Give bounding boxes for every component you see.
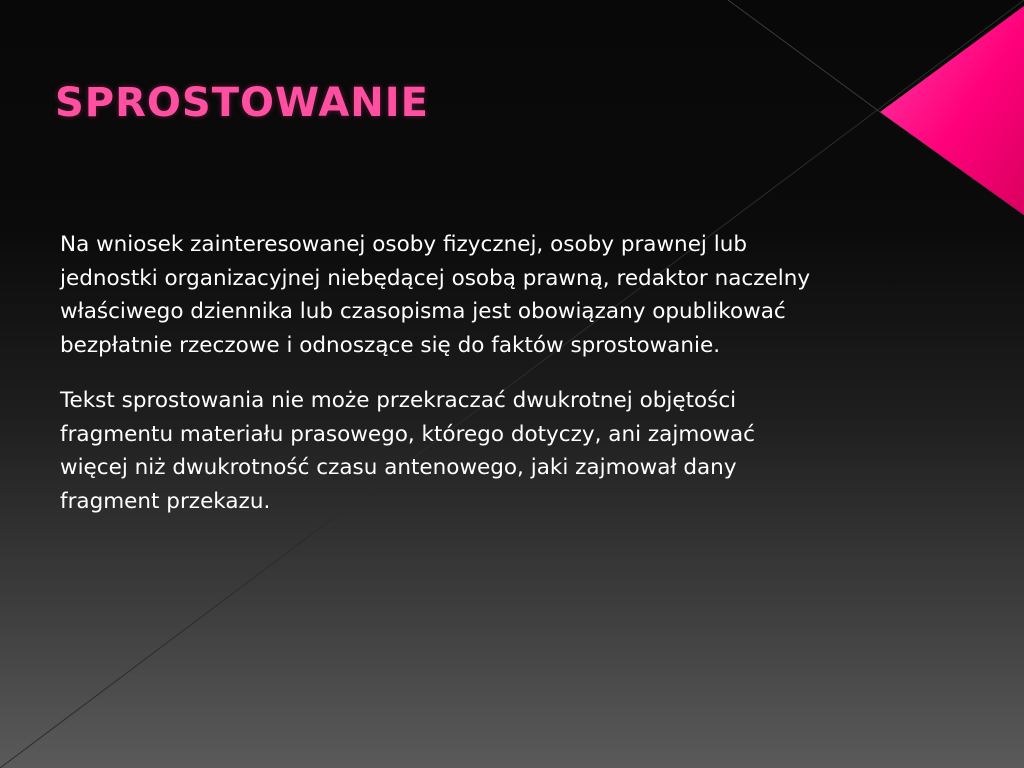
slide-title: SPROSTOWANIE — [55, 80, 429, 126]
paragraph-1: Na wniosek zainteresowanej osoby fizycznej, osoby prawnej lub jednostki organizacyjnej niebędącej osobą prawną, redaktor naczelny właściwego dziennika lub czasopisma jest obowiązany opublikować bezpłatnie rzeczowe i odnoszące się do faktów sprostowanie. — [60, 232, 811, 358]
paragraph-2: Tekst sprostowania nie może przekraczać dwukrotnej objętości fragmentu materiału prasowego, którego dotyczy, ani zajmować więcej niż dwukrotność czasu antenowego, jaki zajmował dany fragment przekazu. — [60, 388, 755, 514]
corner-hairline-top — [728, 0, 880, 112]
pink-triangle-accent — [880, 6, 1024, 215]
slide-body — [60, 228, 820, 540]
